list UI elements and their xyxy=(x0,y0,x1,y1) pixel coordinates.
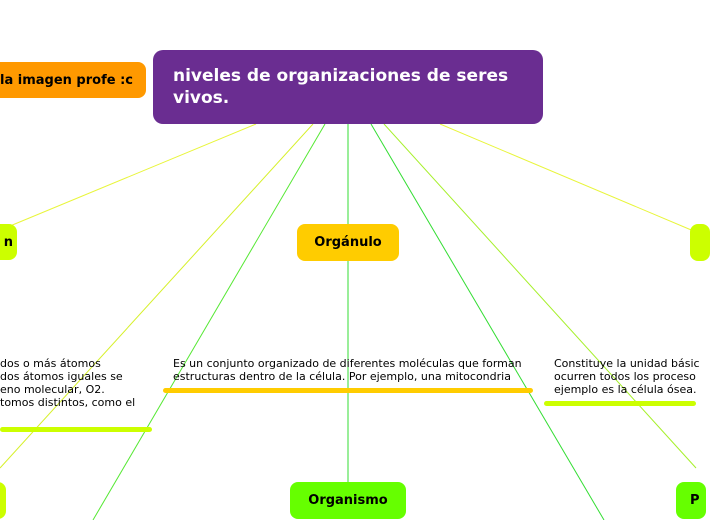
left-branch-label: n xyxy=(3,234,13,250)
organismo-node[interactable] xyxy=(290,482,406,519)
right-description-line: ocurren todos los proceso xyxy=(554,370,696,383)
right-description xyxy=(554,357,700,396)
topic-image-label: la imagen profe :c xyxy=(0,72,133,88)
organulo-node[interactable] xyxy=(297,224,399,261)
connector-to-left-bottom-2 xyxy=(93,124,325,520)
left-description-line: tomos distintos, como el xyxy=(0,396,136,409)
right-description-line: Constituye la unidad básic xyxy=(554,357,700,370)
topic-image-node[interactable] xyxy=(0,62,146,98)
organulo-description xyxy=(173,357,533,383)
connector-to-bottom-right-2 xyxy=(384,124,700,468)
bottom-left-node[interactable] xyxy=(0,482,6,519)
organismo-label: Organismo xyxy=(308,493,388,508)
central-topic[interactable] xyxy=(153,50,543,124)
left-description-line: dos o más átomos xyxy=(0,357,101,370)
organulo-description-bar xyxy=(163,388,533,393)
right-description-line: ejemplo es la célula ósea. xyxy=(554,383,697,396)
left-description xyxy=(0,357,150,409)
bottom-right-label: P xyxy=(690,493,700,508)
bottom-right-node[interactable] xyxy=(676,482,706,519)
left-description-line: eno molecular, O2. xyxy=(0,383,105,396)
central-topic-title: niveles de organizaciones de seres vivos. xyxy=(173,66,509,108)
connector-to-bottom-right-1 xyxy=(371,124,604,520)
right-branch-node[interactable] xyxy=(690,224,710,261)
right-description-bar xyxy=(544,401,696,406)
connector-to-topic-right xyxy=(440,124,696,232)
left-description-line: dos átomos iguales se xyxy=(0,370,123,383)
left-description-bar xyxy=(0,427,152,432)
left-branch-node[interactable] xyxy=(0,224,17,260)
organulo-description-text: Es un conjunto organizado de diferentes moléculas que forman estructuras dentro de la célula. Por ejemplo, una mitocondria xyxy=(173,357,522,383)
connector-to-left-bottom-1 xyxy=(0,124,313,468)
organulo-label: Orgánulo xyxy=(314,235,382,250)
connector-to-topic-left xyxy=(10,124,256,226)
